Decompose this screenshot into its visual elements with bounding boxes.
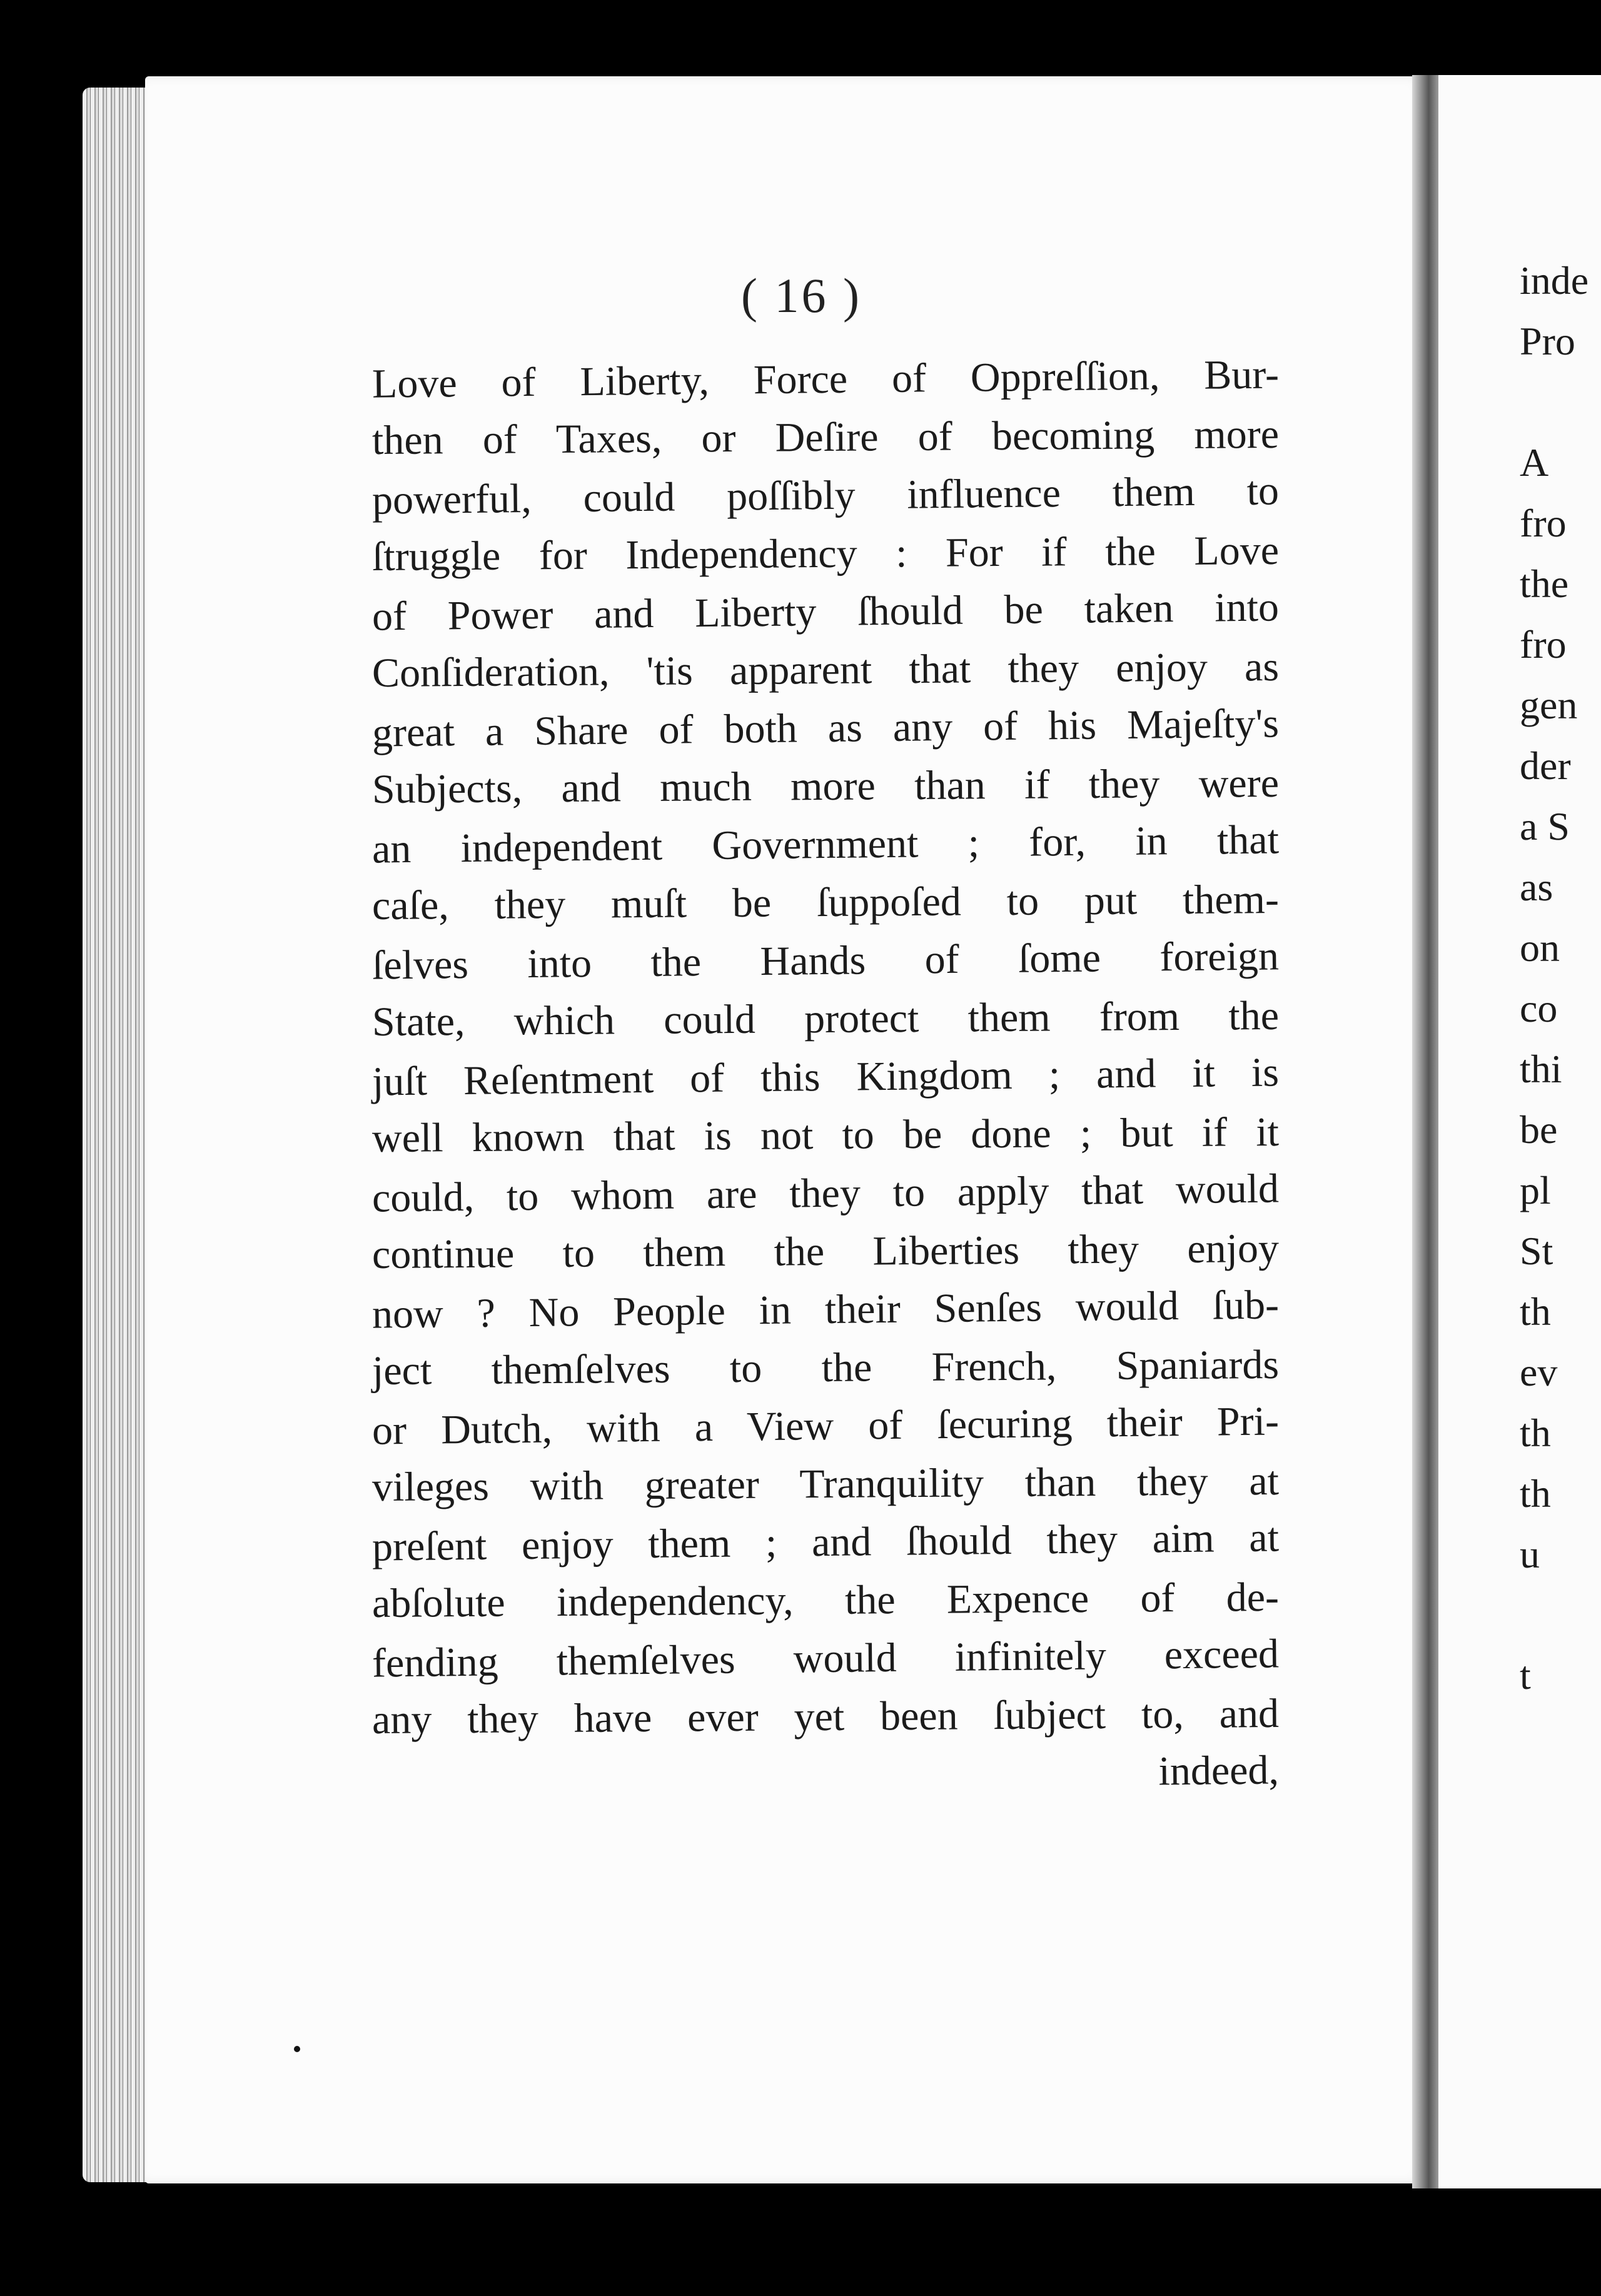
- text-line: fending themſelves would infinitely exceed: [371, 1631, 1280, 1686]
- text-fragment: u: [1520, 1532, 1540, 1576]
- text-fragment: [1520, 1584, 1601, 1645]
- text-fragment: St: [1520, 1229, 1553, 1273]
- text-fragment: the: [1520, 561, 1569, 606]
- text-fragment: t: [1520, 1653, 1531, 1698]
- text-line: could, to whom are they to apply that would: [371, 1166, 1280, 1221]
- text-line: then of Taxes, or Deſire of becoming more: [371, 411, 1280, 464]
- text-fragment: A: [1520, 440, 1549, 485]
- text-line: Conſideration, 'tis apparent that they enjoy as: [371, 643, 1280, 697]
- page-edges: [83, 88, 151, 2182]
- text-fragment: th: [1520, 1411, 1551, 1455]
- text-fragment: [1520, 371, 1601, 432]
- text-line: ſelves into the Hands of ſome foreign: [371, 933, 1280, 989]
- text-line: well known that is not to be done ; but if it: [371, 1109, 1280, 1162]
- text-fragment: as: [1520, 865, 1553, 909]
- text-line: caſe, they muſt be ſuppoſed to put them-: [371, 876, 1280, 929]
- ink-fleck: [294, 2046, 300, 2052]
- text-fragment: ev: [1520, 1350, 1558, 1394]
- text-line: juſt Reſentment of this Kingdom ; and it is: [371, 1049, 1280, 1105]
- text-fragment: fro: [1520, 622, 1567, 667]
- text-line: continue to them the Liberties they enjoy: [371, 1225, 1280, 1278]
- text-fragment: be: [1520, 1107, 1558, 1152]
- text-fragment: Pro: [1520, 319, 1575, 363]
- text-line: preſent enjoy them ; and ſhould they aim at: [371, 1514, 1280, 1570]
- text-line: powerful, could poſſibly influence them to: [371, 468, 1280, 523]
- text-fragment: der: [1520, 743, 1571, 788]
- text-fragment: pl: [1520, 1168, 1551, 1212]
- book-gutter: [1412, 75, 1442, 2188]
- text-line: or Dutch, with a View of ſecuring their Pri-: [371, 1398, 1280, 1454]
- text-fragment: fro: [1520, 501, 1567, 545]
- text-line: Subjects, and much more than if they were: [371, 760, 1280, 813]
- text-fragment: a S: [1520, 804, 1570, 848]
- text-fragment: on: [1520, 925, 1560, 970]
- text-fragment: thi: [1520, 1047, 1562, 1091]
- text-fragment: th: [1520, 1471, 1551, 1516]
- text-line: State, which could protect them from the: [371, 992, 1280, 1045]
- text-line: vileges with greater Tranquility than they at: [371, 1458, 1280, 1511]
- text-line: Love of Liberty, Force of Oppreſſion, Bur-: [371, 351, 1280, 407]
- body-text: [372, 350, 1279, 1804]
- text-fragment: gen: [1520, 683, 1578, 727]
- text-fragment: inde: [1520, 258, 1589, 303]
- right-page-text: [1520, 250, 1601, 1706]
- text-line: great a Share of both as any of his Majeſty's: [371, 700, 1280, 756]
- text-fragment: co: [1520, 986, 1558, 1030]
- text-line: an independent Government ; for, in that: [371, 817, 1280, 872]
- catchword: indeed,: [1158, 1747, 1280, 1795]
- text-line: any they have ever yet been ſubject to, and: [371, 1690, 1280, 1743]
- text-line: now ? No People in their Senſes would ſub-: [371, 1282, 1280, 1337]
- text-fragment: th: [1520, 1289, 1551, 1334]
- text-line: abſolute independency, the Expence of de-: [371, 1574, 1280, 1627]
- text-line: of Power and Liberty ſhould be taken into: [371, 584, 1280, 640]
- text-line: ject themſelves to the French, Spaniards: [371, 1341, 1280, 1394]
- text-line: ſtruggle for Independency : For if the Love: [371, 527, 1280, 580]
- page-number: ( 16 ): [741, 268, 862, 323]
